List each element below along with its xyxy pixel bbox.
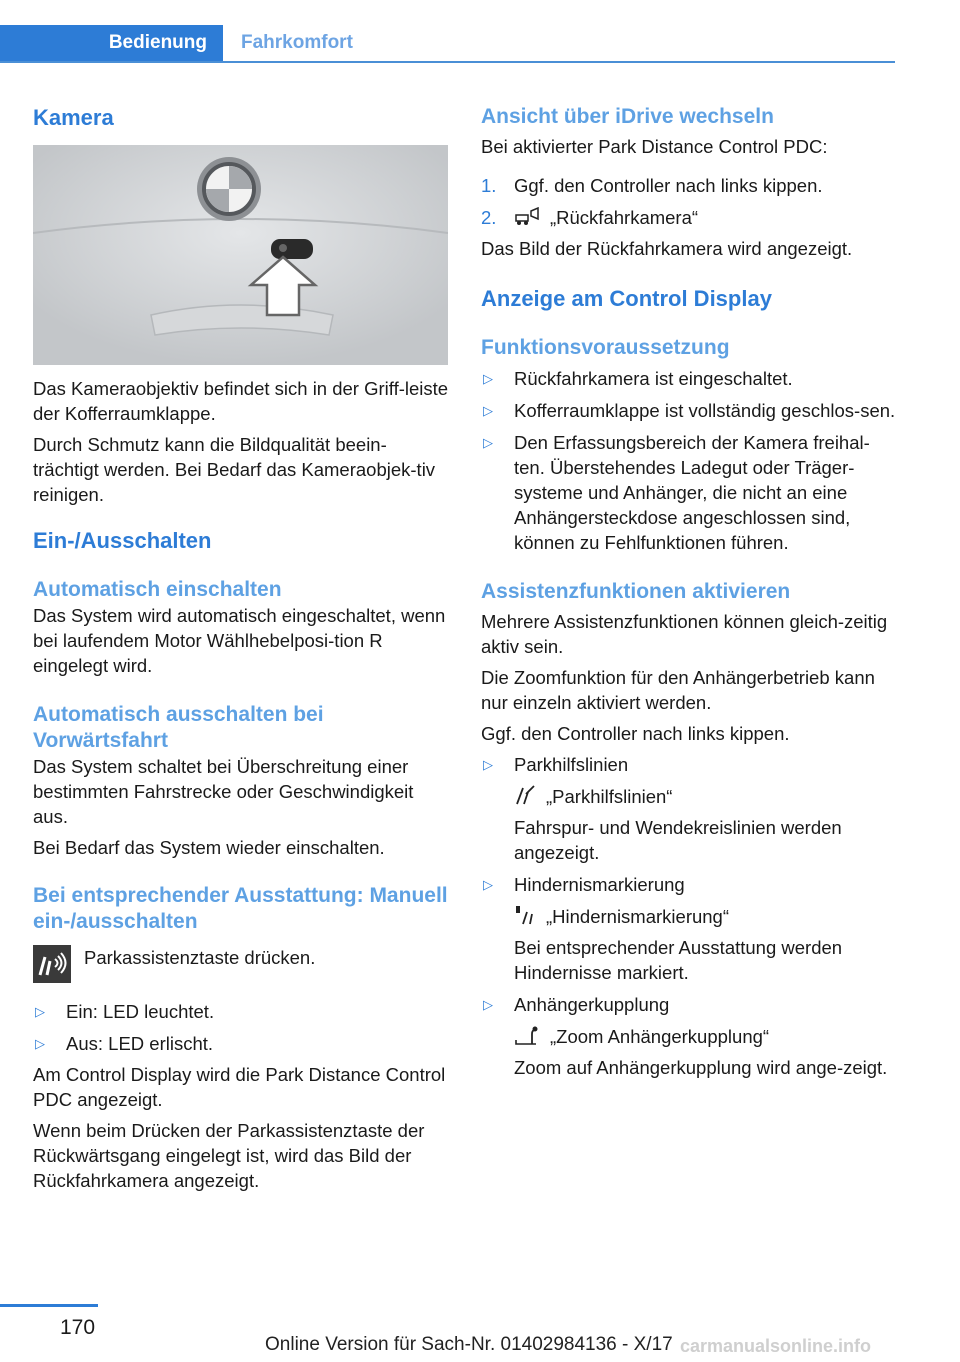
list-item: 1. Ggf. den Controller nach links kippen. <box>481 175 823 196</box>
triangle-bullet-icon: ▷ <box>35 1004 45 1019</box>
subsection-title-automatisch-einschalten: Automatisch einschalten <box>33 578 282 601</box>
kamera-paragraph-2: Durch Schmutz kann die Bildqualität beein‐trächtigt werden. Bei Bedarf das Kameraobjek‐tiv reinigen. <box>33 434 436 505</box>
list-item: ▷ Kofferraumklappe ist vollständig geschlos‐sen. <box>483 400 896 421</box>
auto-ein-paragraph: Das System wird automatisch eingeschaltet, wenn bei laufendem Motor Wählhebelposi‐tion R eingelegt wird. <box>33 605 446 676</box>
online-version-text: Online Version für Sach-Nr. 01402984136 - X/17 <box>265 1334 673 1355</box>
footer-accent-line <box>0 1304 98 1307</box>
rear-camera-icon <box>514 207 540 227</box>
tailgate-camera-illustration <box>33 145 448 365</box>
idrive-paragraph-2: Das Bild der Rückfahrkamera wird angezeigt. <box>481 238 853 259</box>
left-column <box>33 100 449 1193</box>
list-item: ▷ Parkhilfslinien „Parkhilfslinien“ Fahrspur- und Wendekreislinien werden angezeigt. <box>483 754 842 863</box>
parking-lines-icon <box>514 784 536 806</box>
page-number: 170 <box>60 1316 96 1339</box>
assist-paragraph-2: Die Zoomfunktion für den Anhängerbetrieb kann nur einzeln aktiviert werden. <box>481 667 875 713</box>
triangle-bullet-icon: ▷ <box>483 371 493 386</box>
subsection-title-funktionsvoraussetzung: Funktionsvoraussetzung <box>481 336 730 359</box>
funktion-list <box>481 366 897 555</box>
list-item: ▷ Den Erfassungsbereich der Kamera freihal‐ten. Überstehendes Ladegut oder Träger‐systeme und Anhänger, die nicht an eine Anhängersteckdose angeschlossen sind, können zu Fehlfunktionen führen. <box>483 432 870 553</box>
section-title-kamera: Kamera <box>33 105 114 130</box>
triangle-bullet-icon: ▷ <box>483 757 493 772</box>
triangle-bullet-icon: ▷ <box>483 435 493 450</box>
pdc-paragraph-1: Am Control Display wird die Park Distance Control PDC angezeigt. <box>33 1064 446 1110</box>
chapter-tabs <box>0 25 895 63</box>
idrive-paragraph: Bei aktivierter Park Distance Control PDC: <box>481 136 828 157</box>
triangle-bullet-icon: ▷ <box>483 877 493 892</box>
right-column <box>481 100 897 1080</box>
kamera-paragraph-1: Das Kameraobjektiv befindet sich in der Griff‐leiste der Kofferraumklappe. <box>33 378 449 424</box>
triangle-bullet-icon: ▷ <box>483 403 493 418</box>
subsection-title-idrive: Ansicht über iDrive wechseln <box>481 105 774 128</box>
list-item: ▷ Aus: LED erlischt. <box>35 1033 214 1054</box>
list-item: ▷ Rückfahrkamera ist eingeschaltet. <box>483 368 793 389</box>
assist-paragraph-1: Mehrere Assistenzfunktionen können gleich‐zeitig aktiv sein. <box>481 611 888 657</box>
auto-aus-paragraph-2: Bei Bedarf das System wieder einschalten. <box>33 837 385 858</box>
list-item: ▷ Ein: LED leuchtet. <box>35 1001 215 1022</box>
list-item: ▷ Hindernismarkierung „Hindernismarkierung“ Bei entsprechender Ausstattung werden Hindernisse markiert. <box>483 874 843 983</box>
trailer-hitch-icon <box>514 1024 540 1046</box>
list-item: ▷ Anhängerkupplung „Zoom Anhängerkupplung“ Zoom auf Anhängerkupplung wird ange‐zeigt. <box>483 994 888 1078</box>
tab-fahrkomfort[interactable]: Fahrkomfort <box>241 32 353 53</box>
auto-aus-paragraph-1: Das System schaltet bei Überschreitung einer bestimmten Fahrstrecke oder Geschwindigkeit aus. <box>33 756 414 827</box>
triangle-bullet-icon: ▷ <box>35 1036 45 1051</box>
list-item: 2. „Rückfahrkamera“ <box>481 207 699 228</box>
section-title-ein-ausschalten: Ein-/Ausschalten <box>33 528 212 553</box>
obstacle-marking-icon <box>514 904 536 926</box>
park-button-row <box>33 945 449 987</box>
subsection-title-manuell: Bei entsprechender Ausstattung: Manuell ein-/ausschalten <box>33 884 448 933</box>
tab-bedienung[interactable]: Bedienung <box>0 25 223 61</box>
section-title-anzeige: Anzeige am Control Display <box>481 286 772 311</box>
feature-list <box>481 752 897 1080</box>
subsection-title-automatisch-ausschalten: Automatisch ausschalten bei Vorwärtsfahrt <box>33 703 324 752</box>
idrive-steps <box>481 173 897 230</box>
park-assist-button-icon <box>33 945 71 983</box>
pdc-paragraph-2: Wenn beim Drücken der Parkassistenztaste der Rückwärtsgang eingelegt ist, wird das Bild der Rückfahrkamera angezeigt. <box>33 1120 425 1191</box>
led-list <box>33 999 449 1056</box>
triangle-bullet-icon: ▷ <box>483 997 493 1012</box>
subsection-title-assistenzfunktionen: Assistenzfunktionen aktivieren <box>481 580 791 603</box>
assist-paragraph-3: Ggf. den Controller nach links kippen. <box>481 723 790 744</box>
watermark: carmanualsonline.info <box>680 1336 872 1356</box>
park-button-text: Parkassistenztaste drücken. <box>84 947 316 968</box>
camera-photo <box>33 145 448 365</box>
